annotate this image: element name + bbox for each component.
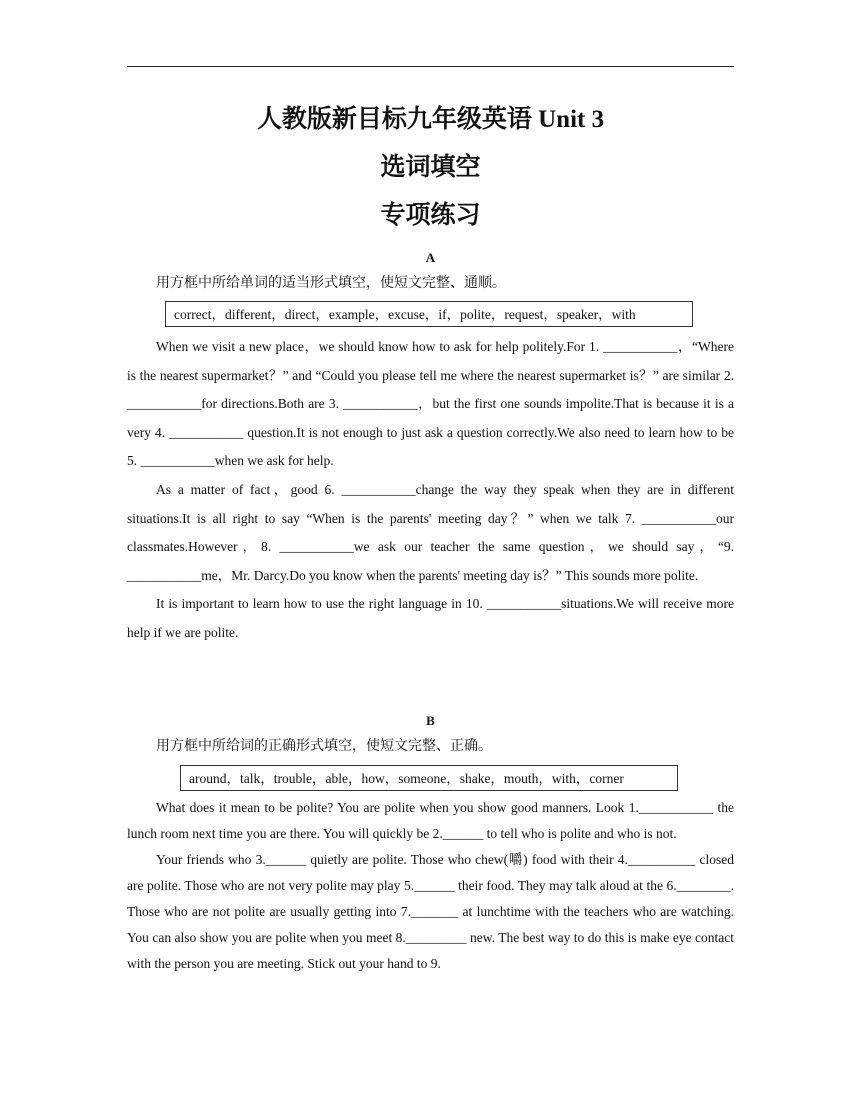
section-b-instruction: 用方框中所给词的正确形式填空，使短文完整、正确。 bbox=[156, 739, 492, 754]
section-b-word-box: around，talk，trouble，able，how，someone，shake，mouth，with，corner bbox=[180, 765, 678, 791]
page-title: 人教版新目标九年级英语 Unit 3 bbox=[256, 106, 605, 133]
section-a-instruction: 用方框中所给单词的适当形式填空，使短文完整、通顺。 bbox=[156, 276, 506, 291]
page-subtitle: 选词填空 bbox=[380, 154, 481, 181]
section-b-paragraph: What does it mean to be polite? You are polite when you show good manners. Look 1.___________ the lunch room next time you are there. You will quickly be 2.______ to tell who is polite and who is not. bbox=[127, 800, 734, 841]
section-b-label: B bbox=[426, 713, 435, 728]
section-b-paragraph: Your friends who 3.______ quietly are polite. Those who chew(嚼) food with their 4.__________ closed are polite. Those who are not very polite may play 5.______ their food. They may talk aloud at the 6.________. Those who are not polite are usually getting into 7._______ at lunchtime with the teachers who are watching. You can also show you are polite when you meet 8._________ new. The best way to do this is make eye contact with the person you are meeting. Stick out your hand to 9. bbox=[127, 852, 734, 971]
section-a-paragraph: When we visit a new place，we should know how to ask for help politely.For 1. ___________，“Where is the nearest supermarket？” and “Could you please tell me where the nearest supermarket is？” are similar 2. ___________for directions.Both are 3. ___________，but the first one sounds impolite.That is because it is a very 4. ___________ question.It is not enough to just ask a question correctly.We also need to learn how to be 5. ___________when we ask for help. bbox=[127, 339, 734, 469]
section-a-passage bbox=[127, 333, 734, 648]
section-a-label: A bbox=[425, 250, 436, 265]
section-b-passage bbox=[127, 795, 734, 977]
section-a-word-box: correct，different，direct，example，excuse，if，polite，request，speaker，with bbox=[165, 301, 693, 327]
section-a-paragraph: It is important to learn how to use the right language in 10. ___________situations.We will receive more help if we are polite. bbox=[127, 596, 734, 640]
section-a-paragraph: As a matter of fact，good 6. ___________change the way they speak when they are in different situations.It is all right to say “When is the parents' meeting day？” when we talk 7. ___________our classmates.However，8. ___________we ask our teacher the same question，we should say，“9. ___________me，Mr. Darcy.Do you know when the parents' meeting day is？” This sounds more polite. bbox=[127, 481, 734, 583]
page-subtitle-2: 专项练习 bbox=[380, 202, 481, 229]
header-rule bbox=[127, 66, 734, 67]
